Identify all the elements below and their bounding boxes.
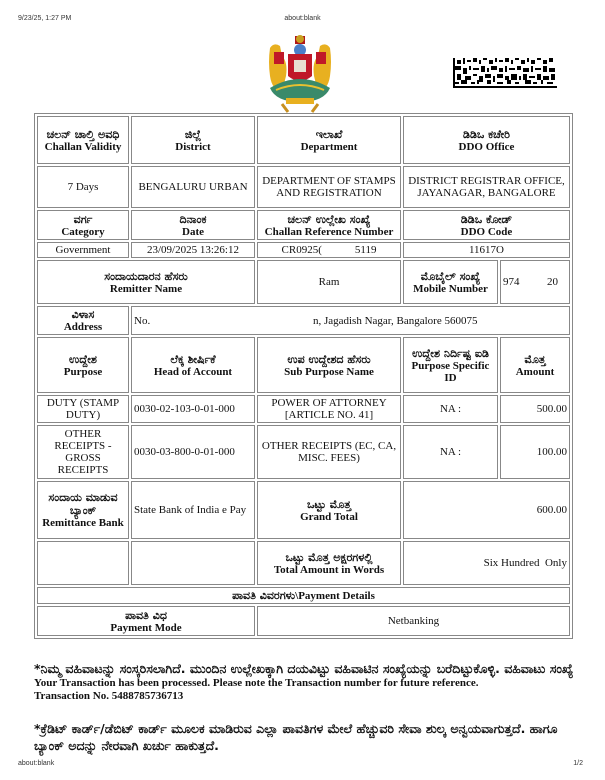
payment-mode-row xyxy=(37,606,570,636)
mobile-number-value: 974 20 xyxy=(500,260,570,304)
total-in-words-value: Six Hundred Only xyxy=(403,541,570,585)
datamatrix-barcode-icon xyxy=(453,58,557,88)
karnataka-emblem-icon xyxy=(262,34,338,114)
challan-reference-value: CR0925( 5119 xyxy=(257,242,401,258)
remitter-name-header: ಸಂದಾಯದಾರನ ಹೆಸರು Remitter Name xyxy=(37,260,255,304)
print-footer-url: about:blank xyxy=(18,760,55,767)
item-amount: 500.00 xyxy=(500,395,570,423)
item-head-of-account: 0030-03-800-0-01-000 xyxy=(131,425,255,479)
challan-validity-header: ಚಲನ್ ಚಾಲ್ತಿ ಅವಧಿ Challan Validity xyxy=(37,116,129,164)
ddo-code-value: 11617O xyxy=(403,242,570,258)
ddo-code-header: ಡಿಡಿಒ ಕೋಡ್ DDO Code xyxy=(403,210,570,240)
category-value: Government xyxy=(37,242,129,258)
item-specific-id: NA : xyxy=(403,425,498,479)
challan-table xyxy=(34,113,573,639)
empty-cell xyxy=(37,541,129,585)
mobile-number-header: ಮೊಬೈಲ್ ಸಂಖ್ಯೆ Mobile Number xyxy=(403,260,498,304)
category-header: ವರ್ಗ Category xyxy=(37,210,129,240)
remittance-bank-value: State Bank of India e Pay xyxy=(131,481,255,539)
transaction-notes xyxy=(34,660,574,703)
empty-cell xyxy=(131,541,255,585)
transaction-number-value: 5488785736713 xyxy=(111,690,184,702)
header-row-1 xyxy=(37,116,570,164)
department-value: DEPARTMENT OF STAMPS AND REGISTRATION xyxy=(257,166,401,208)
item-head-of-account: 0030-02-103-0-01-000 xyxy=(131,395,255,423)
transaction-note-english: Your Transaction has been processed. Please note the Transaction number for future reference. xyxy=(34,677,479,689)
header-row-2 xyxy=(37,210,570,240)
ddo-office-value: DISTRICT REGISTRAR OFFICE, JAYANAGAR, BANGALORE xyxy=(403,166,570,208)
table-row xyxy=(37,395,570,423)
challan-validity-value: 7 Days xyxy=(37,166,129,208)
transaction-number-label: Transaction No. xyxy=(34,690,109,702)
payment-mode-header: ಪಾವತಿ ವಿಧ Payment Mode xyxy=(37,606,255,636)
service-charge-note-kannada: *ಕ್ರೆಡಿಟ್ ಕಾರ್ಡ್/ಡೆಬಿಟ್ ಕಾರ್ಡ್ ಮೂಲಕ ಮಾಡಿರುವ ಎಲ್ಲಾ ಪಾವತಿಗಳ ಮೇಲೆ ಹೆಚ್ಚುವರಿ ಸೇವಾ ಶುಲ್ಕ ಅನ್ವಯವಾಗುತ್ತದೆ. ಹಾಗೂ ಬ್ಯಾಂಕ್ ಅದನ್ನು ನೇರವಾಗಿ ಖರ್ಚು ಹಾಕುತ್ತದೆ. xyxy=(34,721,558,753)
date-header: ದಿನಾಂಕ Date xyxy=(131,210,255,240)
amount-header: ಮೊತ್ತ Amount xyxy=(500,337,570,393)
service-charge-note xyxy=(34,720,579,754)
address-header: ವಿಳಾಸ Address xyxy=(37,306,129,335)
purpose-header-row xyxy=(37,337,570,393)
purpose-header: ಉದ್ದೇಶ Purpose xyxy=(37,337,129,393)
item-sub-purpose: OTHER RECEIPTS (EC, CA, MISC. FEES) xyxy=(257,425,401,479)
print-title: about:blank xyxy=(284,15,321,22)
item-sub-purpose: POWER OF ATTORNEY [ARTICLE NO. 41] xyxy=(257,395,401,423)
head-of-account-header: ಲೆಕ್ಕ ಶೀರ್ಷಿಕೆ Head of Account xyxy=(131,337,255,393)
remitter-name-value: Ram xyxy=(257,260,401,304)
purpose-specific-id-header: ಉದ್ದೇಶ ನಿರ್ದಿಷ್ಟ ಐಡಿ Purpose Specific ID xyxy=(403,337,498,393)
print-datetime: 9/23/25, 1:27 PM xyxy=(18,15,72,22)
remitter-row xyxy=(37,260,570,304)
table-row xyxy=(37,425,570,479)
words-row xyxy=(37,541,570,585)
sub-purpose-header: ಉಪ ಉದ್ದೇಶದ ಹೆಸರು Sub Purpose Name xyxy=(257,337,401,393)
transaction-note-kannada: *ನಿಮ್ಮ ವಹಿವಾಟನ್ನು ಸಂಸ್ಕರಿಸಲಾಗಿದೆ. ಮುಂದಿನ ಉಲ್ಲೇಖಕ್ಕಾಗಿ ದಯವಿಟ್ಟು ವಹಿವಾಟಿನ ಸಂಖ್ಯೆಯನ್ನು ಬರೆದಿಟ್ಟುಕೊಳ್ಳಿ. ವಹಿವಾಟು ಸಂಖ್ಯೆ xyxy=(34,661,574,676)
total-in-words-header: ಒಟ್ಟು ಮೊತ್ತ ಅಕ್ಷರಗಳಲ್ಲಿ Total Amount in Words xyxy=(257,541,401,585)
print-page-number: 1/2 xyxy=(573,760,583,767)
transaction-number-line xyxy=(34,690,574,703)
address-value-left: No. xyxy=(134,314,151,327)
department-header: ಇಲಾಖೆ Department xyxy=(257,116,401,164)
item-specific-id: NA : xyxy=(403,395,498,423)
item-purpose: OTHER RECEIPTS - GROSS RECEIPTS xyxy=(37,425,129,479)
challan-reference-header: ಚಲನ್ ಉಲ್ಲೇಖ ಸಂಖ್ಯೆ Challan Reference Number xyxy=(257,210,401,240)
date-value: 23/09/2025 13:26:12 xyxy=(131,242,255,258)
address-value xyxy=(131,306,570,335)
district-value: BENGALURU URBAN xyxy=(131,166,255,208)
item-amount: 100.00 xyxy=(500,425,570,479)
grand-total-header: ಒಟ್ಟು ಮೊತ್ತ Grand Total xyxy=(257,481,401,539)
payment-mode-value: Netbanking xyxy=(257,606,570,636)
district-header: ಜಿಲ್ಲೆ District xyxy=(131,116,255,164)
value-row-2 xyxy=(37,242,570,258)
ddo-office-header: ಡಿಡಿಒ ಕಚೇರಿ DDO Office xyxy=(403,116,570,164)
remittance-bank-header: ಸಂದಾಯ ಮಾಡುವ ಬ್ಯಾಂಕ್ Remittance Bank xyxy=(37,481,129,539)
grand-total-value: 600.00 xyxy=(403,481,570,539)
value-row-1 xyxy=(37,166,570,208)
address-row xyxy=(37,306,570,335)
address-value-right: n, Jagadish Nagar, Bangalore 560075 xyxy=(312,314,478,327)
bank-total-row xyxy=(37,481,570,539)
item-purpose: DUTY (STAMP DUTY) xyxy=(37,395,129,423)
payment-details-row xyxy=(37,587,570,604)
payment-details-heading: ಪಾವತಿ ವಿವರಗಳು\Payment Details xyxy=(37,587,570,604)
